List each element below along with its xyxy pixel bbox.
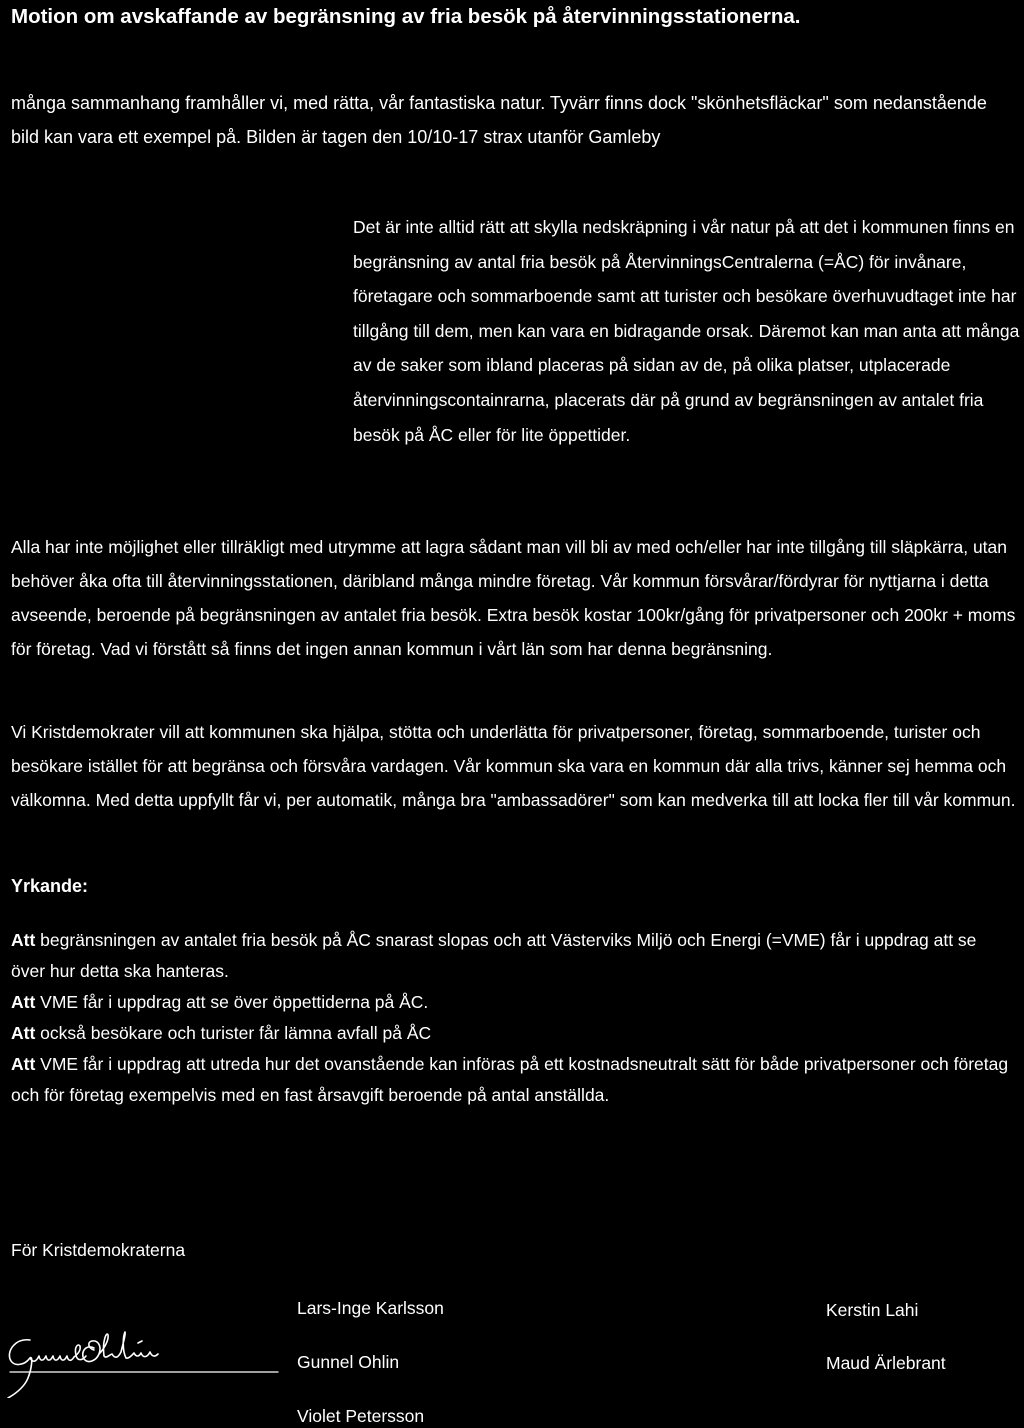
document-title: Motion om avskaffande av begränsning av fria besök på återvinningsstationerna. (11, 5, 801, 28)
demand-text: VME får i uppdrag att utreda hur det ovanstående kan införas på ett kostnadsneutralt sätt för både privatpersoner och företag och för företag exempelvis med en fast årsavgift beroende på antal anställda. (11, 1054, 1009, 1105)
signoff: För Kristdemokraterna (11, 1240, 186, 1260)
demand-item (11, 925, 1011, 987)
demand-item (11, 1049, 1011, 1111)
demand-text: också besökare och turister får lämna avfall på ÅC (35, 1023, 432, 1043)
demand-item (11, 1018, 1011, 1049)
demand-lead: Att (11, 930, 36, 950)
signer-kerstin-lahi: Kerstin Lahi (826, 1300, 919, 1320)
access-paragraph: Alla har inte möjlighet eller tillräkligt med utrymme att lagra sådant man vill bli av med och/eller har inte tillgång till släpkärra, utan behöver åka ofta till återvinningsstationen, däribland många mindre företag. Vår kommun försvårar/fördyrar för nyttjarna i detta avseende, beroende på begränsningen av antalet fria besök. Extra besök kostar 100kr/gång för privatpersoner och 200kr + moms för företag. Vad vi förstått så finns det ingen annan kommun i vårt län som har denna begränsning. (11, 537, 1016, 659)
demand-item (11, 987, 1011, 1018)
image-caption-paragraph: Det är inte alltid rätt att skylla nedskräpning i vår natur på att det i kommunen finns en begränsning av antal fria besök på ÅtervinningsCentralerna (=ÅC) för invånare, företagare och sommarboende samt att turister och besökare överhuvudtaget inte har tillgång till dem, men kan vara en bidragande orsak. Däremot kan man anta att många av de saker som ibland placeras på sidan av de, på olika platser, utplacerade återvinningscontainrarna, placerats där på grund av begränsningen av antalet fria besök på ÅC eller för lite öppettider. (353, 217, 1020, 445)
signer-maud-arlebrant: Maud Ärlebrant (826, 1353, 946, 1373)
demands-heading: Yrkande: (11, 876, 89, 896)
handwritten-signature-icon (2, 1328, 282, 1398)
intro-paragraph: många sammanhang framhåller vi, med rätta, vår fantastiska natur. Tyvärr finns dock "skönhetsfläckar" som nedanstående bild kan vara ett exempel på. Bilden är tagen den 10/10-17 strax utanför Gamleby (11, 93, 987, 147)
signer-lars-inge-karlsson: Lars-Inge Karlsson (297, 1298, 444, 1318)
demand-lead: Att (11, 1023, 36, 1043)
demand-lead: Att (11, 992, 36, 1012)
demand-text: begränsningen av antalet fria besök på ÅC snarast slopas och att Västerviks Miljö och Energi (=VME) får i uppdrag att se över hur detta ska hanteras. (11, 930, 977, 981)
demands-list (11, 925, 1011, 1111)
demand-text: VME får i uppdrag att se över öppettiderna på ÅC. (35, 992, 429, 1012)
demand-lead: Att (11, 1054, 36, 1074)
signer-gunnel-ohlin: Gunnel Ohlin (297, 1352, 400, 1372)
goal-paragraph: Vi Kristdemokrater vill att kommunen ska hjälpa, stötta och underlätta för privatpersoner, företag, sommarboende, turister och besökare istället för att begränsa och försvåra vardagen. Vår kommun ska vara en kommun där alla trivs, känner sej hemma och välkomna. Med detta uppfyllt får vi, per automatik, många bra "ambassadörer" som kan medverka till att locka fler till vår kommun. (11, 722, 1016, 810)
signer-violet-petersson: Violet Petersson (297, 1406, 425, 1426)
